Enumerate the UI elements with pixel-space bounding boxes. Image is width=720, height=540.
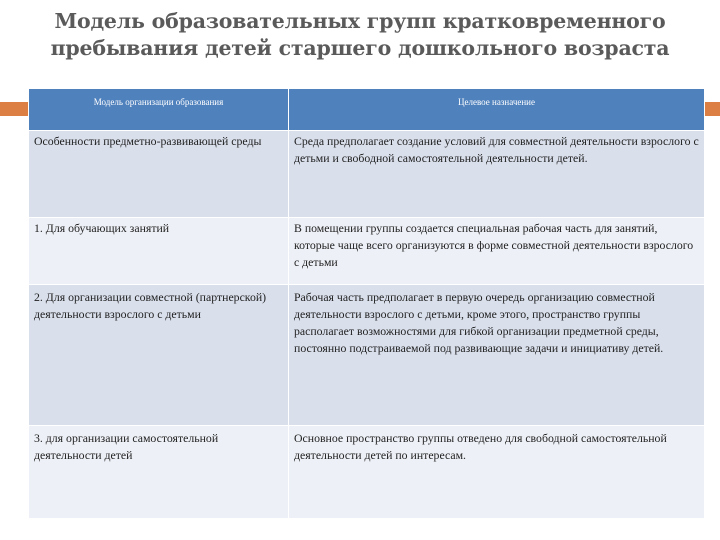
table-row [29, 131, 705, 218]
slide-title [0, 8, 720, 62]
slide-title-line-1: Модель образовательных групп кратковременного [54, 9, 666, 33]
accent-bar-left [0, 102, 28, 116]
row-4-purpose: Основное пространство группы отведено для свободной самостоятельной деятельности детей по интересам. [289, 426, 705, 519]
slide-title-line-2: пребывания детей старшего дошкольного возраста [50, 36, 670, 60]
row-1-model: Особенности предметно-развивающей среды [29, 131, 289, 218]
row-2-model: 1. Для обучающих занятий [29, 218, 289, 285]
model-table [28, 88, 705, 519]
header-purpose: Целевое назначение [289, 89, 705, 131]
accent-bar-right [704, 102, 720, 116]
row-3-model: 2. Для организации совместной (партнерской) деятельности взрослого с детьми [29, 285, 289, 426]
row-2-purpose: В помещении группы создается специальная рабочая часть для занятий, которые чаще всего организуются в форме совместной деятельности взрослого с детьми [289, 218, 705, 285]
row-3-purpose: Рабочая часть предполагает в первую очередь организацию совместной деятельности взрослого с детьми, кроме этого, пространство группы располагает возможностями для гибкой организации предметной среды, постоянно подстраиваемой под развивающие задачи и инициативу детей. [289, 285, 705, 426]
table-row [29, 218, 705, 285]
table-header-row [29, 89, 705, 131]
row-4-model: 3. для организации самостоятельной деятельности детей [29, 426, 289, 519]
row-1-purpose: Среда предполагает создание условий для совместной деятельности взрослого с детьми и свободной самостоятельной деятельности детей. [289, 131, 705, 218]
table-row [29, 285, 705, 426]
header-model: Модель организации образования [29, 89, 289, 131]
table-row [29, 426, 705, 519]
